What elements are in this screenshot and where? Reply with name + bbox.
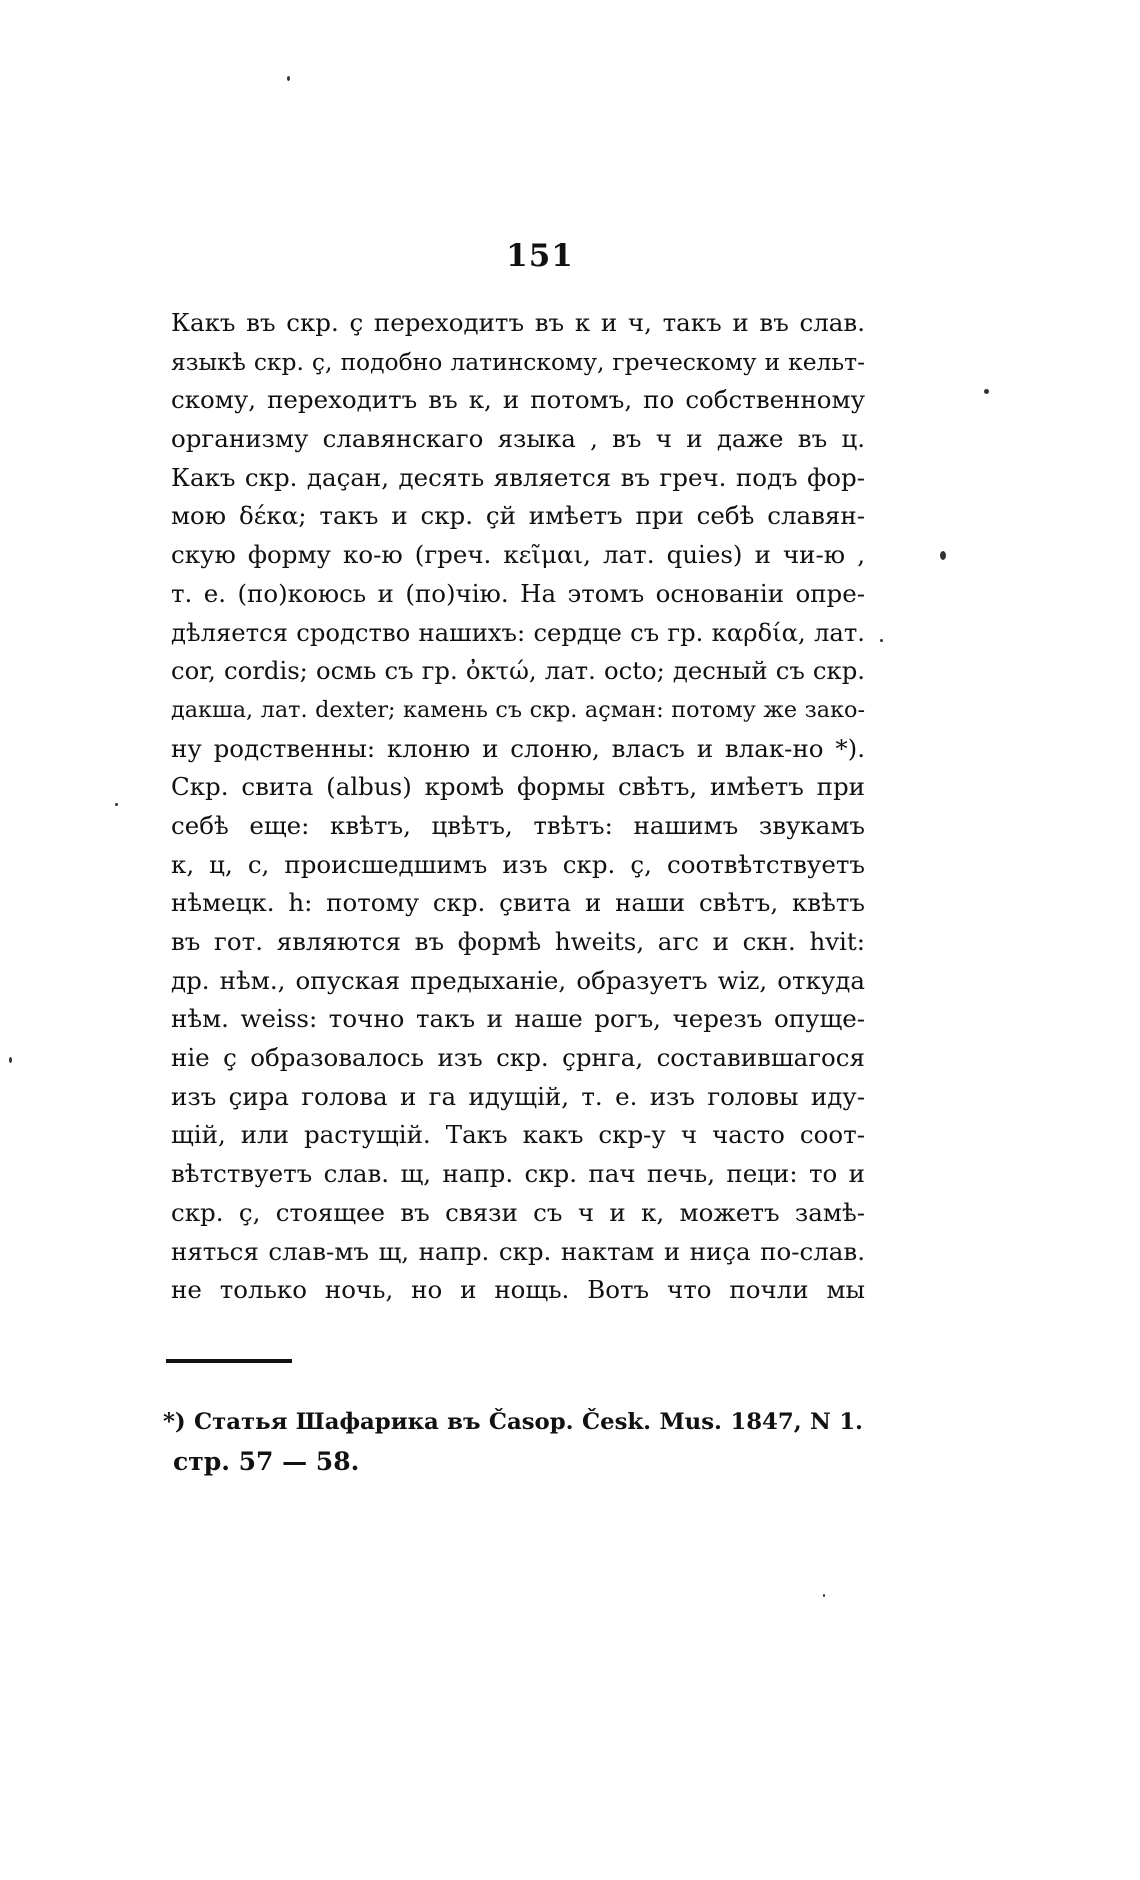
text-line: скому, переходитъ въ к, и потомъ, по собственному: [171, 385, 865, 415]
footnote-rule: [166, 1359, 292, 1363]
text-line: мою δέκα; такъ и скр. çй имѣетъ при себѣ славян-: [171, 501, 865, 531]
text-line: не только ночь, но и нощь. Вотъ что почли мы: [171, 1275, 865, 1305]
text-line: нѣмецк. h: потому скр. çвита и наши свѣтъ, квѣтъ: [171, 888, 865, 918]
footnote: [163, 1402, 863, 1482]
scan-speck: [984, 389, 989, 394]
text-line: няться слав-мъ щ, напр. скр. нактам и ниçа по-слав.: [171, 1236, 865, 1266]
scan-speck: [9, 1057, 12, 1063]
text-line: ніе ç образовалось изъ скр. çрнга, составившагося: [171, 1043, 865, 1073]
text-line: Какъ скр. дaçан, десять является въ греч. подъ фор-: [171, 462, 865, 492]
scan-speck: [115, 803, 118, 806]
body-text: [171, 304, 865, 1310]
text-line: Скр. свита (albus) кромѣ формы свѣтъ, имѣетъ при: [171, 772, 865, 802]
text-line: языкѣ скр. ç, подобно латинскому, греческому и кельт-: [171, 347, 865, 376]
text-line: cor, cordis; осмь съ гр. ὀκτώ, лат. octo; десный съ скр.: [171, 656, 865, 686]
text-line: др. нѣм., опуская предыханіе, образуетъ wiz, откуда: [171, 965, 865, 995]
text-line: вѣтствуетъ слав. щ, напр. скр. пач печь, пеци: то и: [171, 1159, 865, 1189]
text-line: к, ц, с, происшедшимъ изъ скр. ç, соотвѣтствуетъ: [171, 849, 865, 879]
footnote-line: *) Статья Шафарика въ Časop. Česk. Mus. 1847, N 1.: [163, 1409, 863, 1435]
text-line: ну родственны: клоню и слоню, власъ и влак-но *).: [171, 733, 865, 763]
text-line: организму славянскаго языка , въ ч и даже въ ц.: [171, 424, 865, 454]
scan-speck: [823, 1594, 825, 1597]
scan-speck: [940, 551, 946, 560]
text-line: себѣ еще: квѣтъ, цвѣтъ, твѣтъ: нашимъ звукамъ: [171, 810, 865, 840]
page-number: 151: [506, 238, 574, 274]
text-line: дакша, лат. dexter; камень съ скр. аçман: потому же зако-: [171, 696, 865, 723]
footnote-line: стр. 57 — 58.: [173, 1447, 360, 1476]
scan-speck: [880, 639, 883, 642]
text-line: въ гот. являются въ формѣ hweits, агс и скн. hvit:: [171, 927, 865, 956]
text-line: дѣляется сродство нашихъ: сердце съ гр. καρδία, лат.: [171, 617, 865, 647]
text-line: скую форму ко-ю (греч. κεῖμαι, лат. quies) и чи-ю ,: [171, 540, 865, 570]
scan-speck: [287, 76, 290, 81]
text-line: изъ çира голова и га идущій, т. е. изъ головы иду-: [171, 1081, 865, 1111]
text-line: Какъ въ скр. ç переходитъ въ к и ч, такъ и въ слав.: [171, 308, 865, 337]
text-line: нѣм. weiss: точно такъ и наше рогъ, черезъ опуще-: [171, 1004, 865, 1034]
text-line: скр. ç, стоящее въ связи съ ч и к, можетъ замѣ-: [171, 1197, 865, 1227]
text-line: т. е. (по)коюсь и (по)чію. На этомъ основаніи опре-: [171, 578, 865, 608]
text-line: щій, или растущій. Такъ какъ скр-у ч часто соот-: [171, 1120, 865, 1150]
